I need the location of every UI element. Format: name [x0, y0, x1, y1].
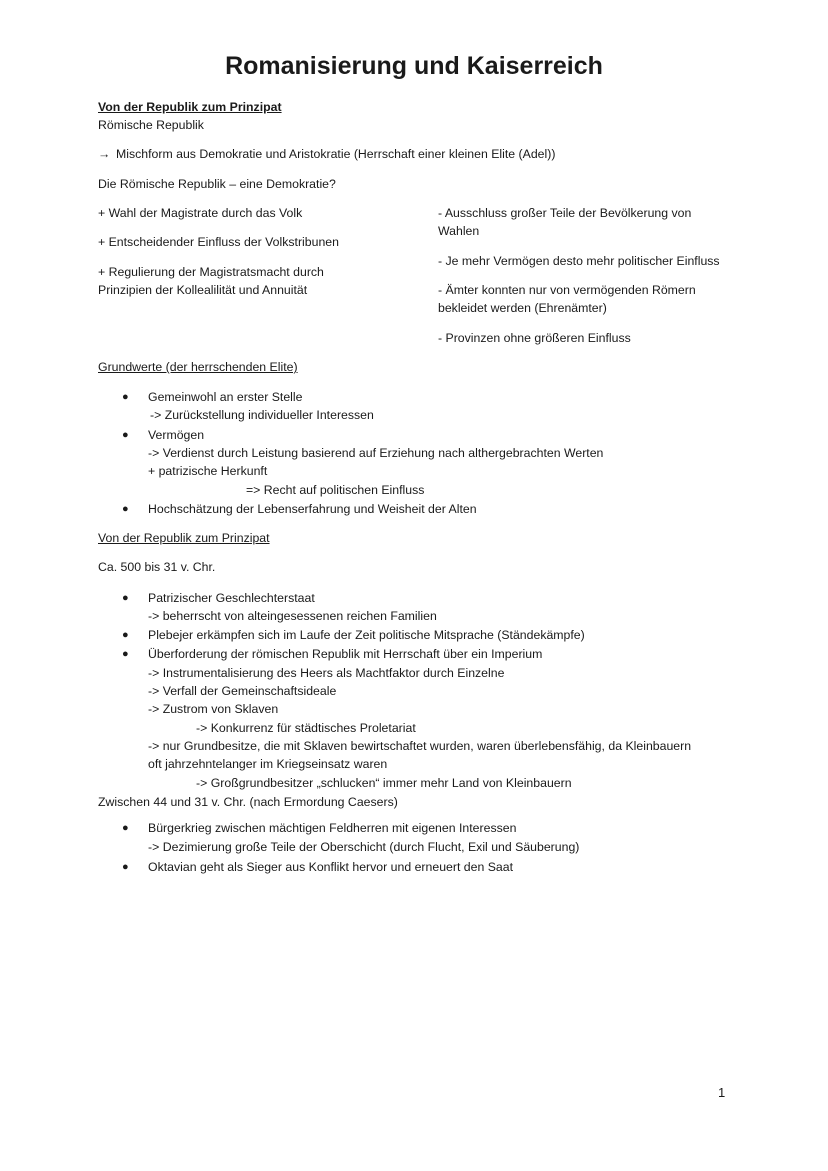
pro-item: + Entscheidender Einfluss der Volkstribunen — [98, 235, 339, 249]
mischform-text: Mischform aus Demokratie und Aristokratie (Herrschaft einer kleinen Elite (Adel)) — [116, 147, 556, 161]
list-item: Plebejer erkämpfen sich im Laufe der Zeit politische Mitsprache (Ständekämpfe) — [148, 628, 585, 642]
bullet-icon: ● — [122, 592, 129, 604]
list-item-sub: -> Instrumentalisierung des Heers als Machtfaktor durch Einzelne — [148, 666, 505, 680]
list-item: Patrizischer Geschlechterstaat — [148, 591, 315, 605]
page-title: Romanisierung und Kaiserreich — [225, 52, 603, 80]
list-item: Oktavian geht als Sieger aus Konflikt hervor und erneuert den Saat — [148, 860, 514, 874]
list-item-sub: oft jahrzehntelanger im Kriegseinsatz waren — [148, 757, 388, 771]
list-item-sub: -> Verfall der Gemeinschaftsideale — [148, 684, 337, 698]
list-item-sub: -> Zustrom von Sklaven — [148, 702, 279, 716]
con-item: Wahlen — [438, 224, 480, 238]
list-item-sub: -> Großgrundbesitzer „schlucken“ immer mehr Land von Kleinbauern — [196, 776, 572, 790]
arrow-icon: → — [98, 147, 111, 161]
page-number: 1 — [718, 1085, 726, 1100]
bullet-icon: ● — [122, 429, 129, 441]
bullet-icon: ● — [122, 648, 129, 660]
list-item: Hochschätzung der Lebenserfahrung und Weisheit der Alten — [148, 502, 477, 516]
bullet-icon: ● — [122, 822, 129, 834]
pro-item: + Regulierung der Magistratsmacht durch — [98, 265, 324, 279]
con-item: - Je mehr Vermögen desto mehr politischer Einfluss — [438, 254, 720, 268]
bullet-icon: ● — [122, 629, 129, 641]
list-item-sub: -> Dezimierung große Teile der Oberschicht (durch Flucht, Exil und Säuberung) — [148, 840, 580, 854]
section-heading-republik: Von der Republik zum Prinzipat — [98, 100, 282, 114]
bullet-icon: ● — [122, 503, 129, 515]
period-text: Zwischen 44 und 31 v. Chr. (nach Ermordung Caesers) — [98, 795, 398, 809]
list-item: Bürgerkrieg zwischen mächtigen Feldherren mit eigenen Interessen — [148, 821, 517, 835]
list-item-sub: -> Verdienst durch Leistung basierend auf Erziehung nach althergebrachten Werten — [148, 446, 604, 460]
bullet-icon: ● — [122, 861, 129, 873]
section-heading-prinzipat: Von der Republik zum Prinzipat — [98, 531, 270, 545]
subheading-roemische-republik: Römische Republik — [98, 118, 204, 132]
pro-item: Prinzipien der Kollealilität und Annuität — [98, 283, 308, 297]
list-item-sub: => Recht auf politischen Einfluss — [246, 483, 425, 497]
question-text: Die Römische Republik – eine Demokratie? — [98, 177, 336, 191]
con-item: - Ämter konnten nur von vermögenden Römern — [438, 283, 696, 297]
list-item-sub: -> beherrscht von alteingesessenen reichen Familien — [148, 609, 437, 623]
list-item-sub: + patrizische Herkunft — [148, 464, 268, 478]
pro-item: + Wahl der Magistrate durch das Volk — [98, 206, 303, 220]
period-text: Ca. 500 bis 31 v. Chr. — [98, 560, 216, 574]
con-item: bekleidet werden (Ehrenämter) — [438, 301, 607, 315]
section-heading-grundwerte: Grundwerte (der herrschenden Elite) — [98, 360, 298, 374]
list-item: Überforderung der römischen Republik mit Herrschaft über ein Imperium — [148, 647, 543, 661]
list-item-sub: -> nur Grundbesitze, die mit Sklaven bewirtschaftet wurden, waren überlebensfähig, da Kleinbauern — [148, 739, 692, 753]
list-item-sub: -> Zurückstellung individueller Interessen — [150, 408, 374, 422]
list-item-sub: -> Konkurrenz für städtisches Proletariat — [196, 721, 416, 735]
con-item: - Provinzen ohne größeren Einfluss — [438, 331, 631, 345]
con-item: - Ausschluss großer Teile der Bevölkerung von — [438, 206, 692, 220]
list-item: Gemeinwohl an erster Stelle — [148, 390, 303, 404]
list-item: Vermögen — [148, 428, 205, 442]
bullet-icon: ● — [122, 391, 129, 403]
